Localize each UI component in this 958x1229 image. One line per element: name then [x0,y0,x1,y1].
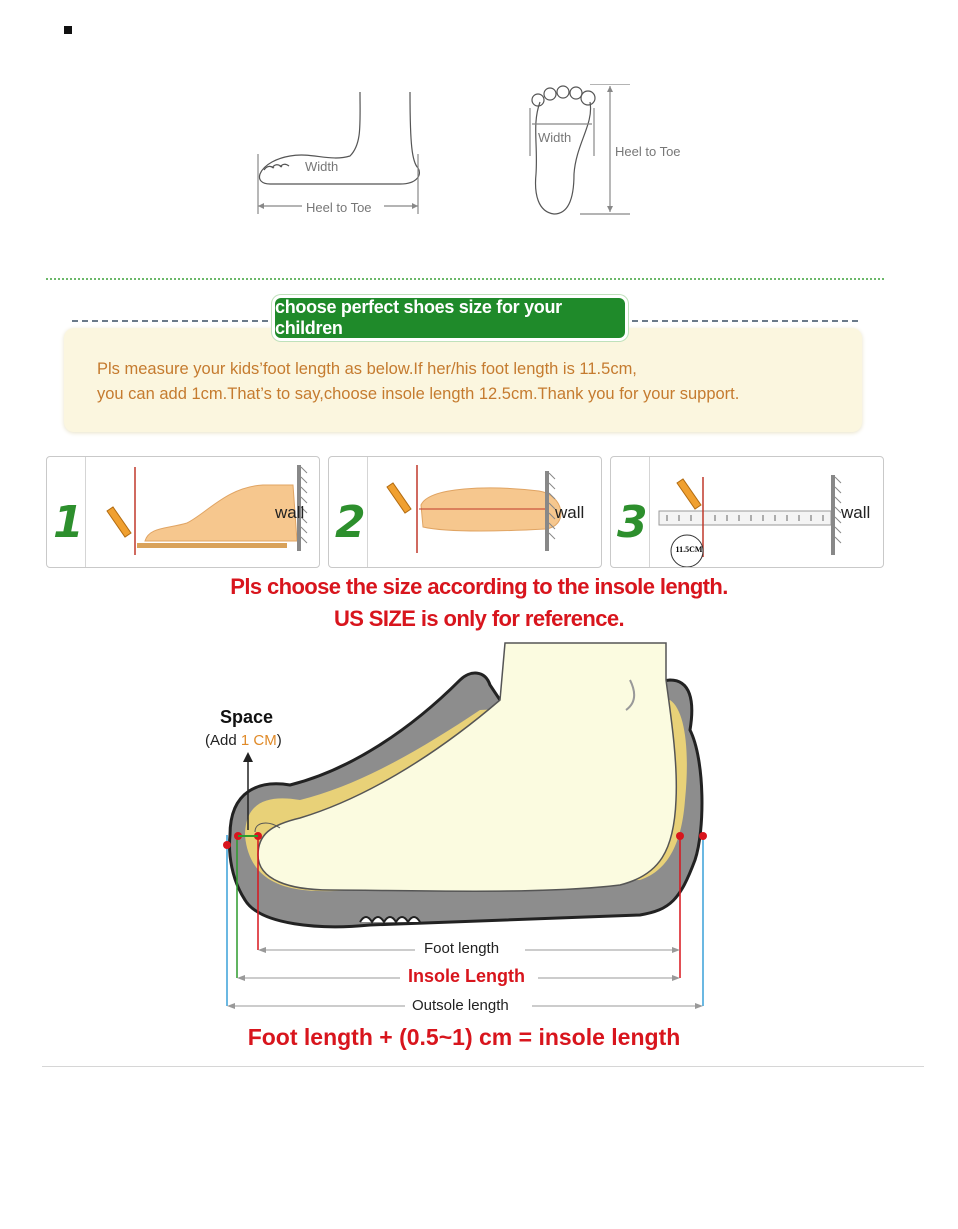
add-space-note [205,732,282,749]
instruction-box [64,328,862,432]
top-heel-to-toe-label: Heel to Toe [615,144,681,159]
step-1-wall-label: wall [275,503,305,522]
step-3-number: 3 [617,497,648,548]
step-3-measure-label: 11.5CM [675,545,703,554]
add-prefix: (Add [205,732,241,749]
dotted-divider [46,278,884,280]
insole-formula: Foot length + (0.5~1) cm = insole length [247,1024,681,1050]
heading-line-2: US SIZE is only for reference. [333,606,625,631]
insole-length-label: Insole Length [408,966,525,986]
instruction-line-2: you can add 1cm.That’s to say,choose insole length 12.5cm.Thank you for your support. [97,385,740,403]
space-label: Space [220,707,274,727]
step-2-wall-label: wall [555,503,585,522]
outsole-length-label: Outsole length [412,997,509,1014]
step-1-panel [46,456,320,568]
banner-title: choose perfect shoes size for your children [275,298,625,338]
add-suffix: ) [276,732,282,749]
step-2-number: 2 [335,497,366,548]
heading-line-1: Pls choose the size according to the insole length. [230,574,728,599]
step-3-wall-label: wall [841,503,871,522]
step-3-panel [610,456,884,568]
bullet-marker [64,26,72,34]
add-value: 1 CM [240,732,277,749]
top-width-label: Width [538,130,572,145]
side-width-label: Width [305,159,339,174]
side-heel-to-toe-label: Heel to Toe [306,200,372,215]
instruction-line-1: Pls measure your kids’foot length as below.If her/his foot length is 11.5cm, [97,360,637,378]
step-1-number: 1 [53,497,84,548]
bottom-divider [42,1066,924,1067]
step-2-panel [328,456,602,568]
foot-length-label: Foot length [424,940,500,957]
